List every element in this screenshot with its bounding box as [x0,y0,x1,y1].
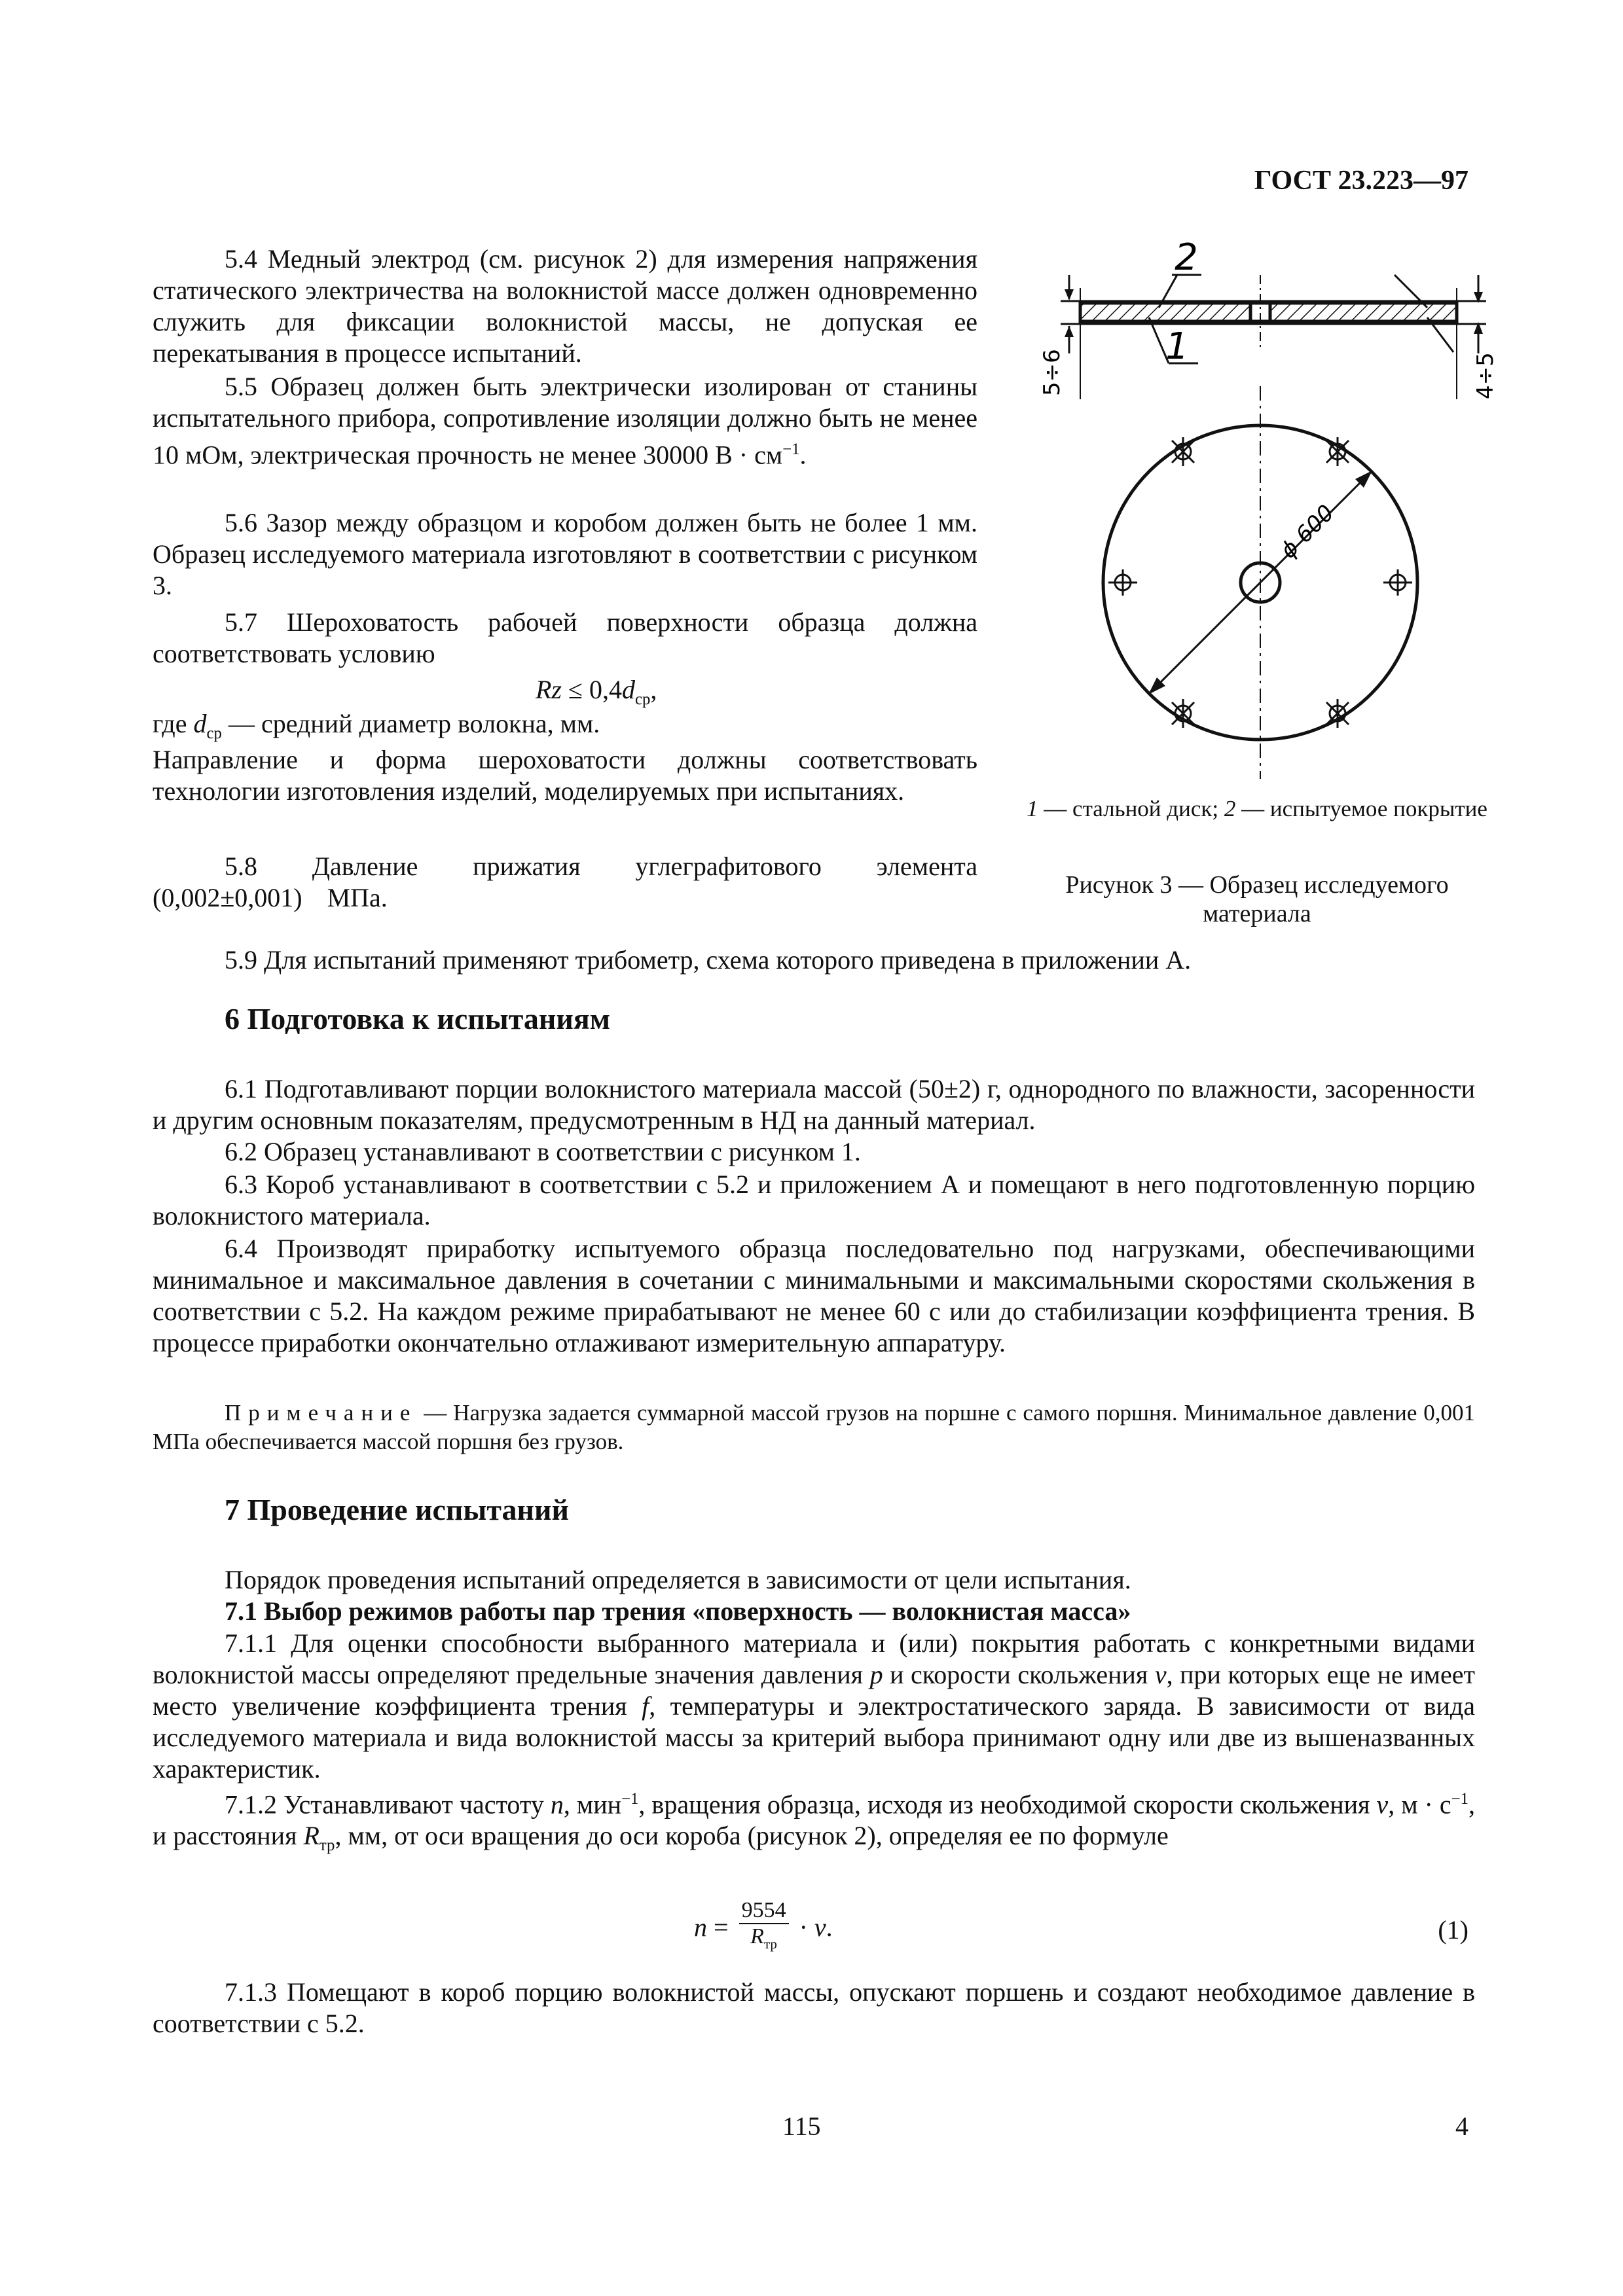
subheading-7-1: 7.1 Выбор режимов работы пар трения «поверхность — волокнистая масса» [225,1596,1131,1626]
para-5-9: 5.9 Для испытаний применяют трибометр, схема которого приведена в приложении А. [225,945,1192,975]
formula-numerator: 9554 [739,1898,789,1924]
formula-period: . [826,1912,833,1942]
formula-fraction [739,1898,789,1956]
formula-denominator: $R_{тр}$ [750,1924,777,1952]
para-5-4: 5.4 Медный электрод (см. рисунок 2) для измерения напряжения статического электричества на волокнистой массе должен одновременно служить для фиксации волокнистой массы, не допуская ее перекатывания в процессе испытаний. [153,244,977,368]
formula-v: v [814,1912,826,1942]
note: Примечание — Нагрузка задается суммарной массой грузов на поршне с самого поршня. Минимальное давление 0,001 МПа обеспечивается массой поршня без грузов. [153,1400,1475,1454]
para-6-3: 6.3 Короб устанавливают в соответствии с 5.2 и приложением А и помещают в него подготовленную порцию волокнистого материала. [153,1170,1475,1230]
figure-caption: Рисунок 3 — Образец исследуемого материала [1065,871,1449,927]
figure-3-drawing [1008,236,1506,805]
dim-right-label: 4÷5 [1472,352,1499,399]
para-7-1-1: 7.1.1 Для оценки способности выбранного материала и (или) покрытия работать с конкретными видами волокнистой массы определяют предельные значения давления p и скорости скольжения v, при которых еще не имеет место увеличение коэффициента трения f, температуры и электростатического заряда. В зависимости от вида исследуемого материала и вида волокнистой массы за критерий выбора принимают одну или две из вышеназванных характеристик. [153,1628,1475,1784]
document-header: ГОСТ 23.223—97 [1254,166,1468,196]
para-6-2: 6.2 Образец устанавливают в соответствии с рисунком 1. [225,1137,861,1166]
para-5-7b: Направление и форма шероховатости должны соответствовать технологии изготовления изделий, моделируемых при испытаниях. [153,745,977,806]
label-2: 2 [1175,236,1198,279]
para-7-1-3: 7.1.3 Помещают в короб порцию волокнистой массы, опускают поршень и создают необходимое давление в соответствии с 5.2. [153,1977,1475,2038]
label-1: 1 [1165,325,1189,368]
para-7-intro: Порядок проведения испытаний определяется в зависимости от цели испытания. [225,1565,1131,1594]
formula-rz: $Rz \le 0,4d_{ср}$, [536,675,657,708]
para-6-4: 6.4 Производят приработку испытуемого образца последовательно под нагрузками, обеспечивающими минимальное и максимальное давления в сочетании с минимальными и максимальными скоростями скольжения в соответствии с 5.2. На каждом режиме прирабатывают не менее 60 с или до стабилизации коэффициента трения. В процессе приработки окончательно отлаживают измерительную аппаратуру. [153,1234,1475,1357]
formula-eq: = [707,1912,735,1942]
section-7-title: 7 Проведение испытаний [225,1493,569,1526]
para-5-6: 5.6 Зазор между образцом и коробом должен быть не более 1 мм. Образец исследуемого материала изготовляют в соответствии с рисунком 3. [153,508,977,600]
page-number-center: 115 [782,2111,821,2141]
page-number-right: 4 [1455,2111,1468,2141]
dim-diameter-label: ϕ 600 [1275,499,1340,564]
formula-n: n [694,1912,707,1942]
plan-view [1103,386,1417,779]
para-7-1-2: 7.1.2 Устанавливают частоту n, мин$^{-1}$, вращения образца, исходя из необходимой скорости скольжения v, $м \cdot с^{-1}$, и расстояния $R_{тр}$, мм, от оси вращения до оси короба (рисунок 2), определяя ее по формуле [153,1789,1476,1855]
section-view [1061,275,1486,399]
section-6-title: 6 Подготовка к испытаниям [225,1002,611,1035]
formula-number: (1) [1438,1915,1468,1945]
para-5-8: 5.8 Давление прижатия углеграфитового элемента (0,002±0,001) МПа. [153,852,977,912]
para-6-1: 6.1 Подготавливают порции волокнистого материала массой (50±2) г, однородного по влажности, засоренности и другим основным показателям, предусмотренным в НД на данный материал. [153,1074,1475,1135]
dim-left-label: 5÷6 [1039,349,1065,396]
formula-1 [694,1898,833,1956]
para-5-7: 5.7 Шероховатость рабочей поверхности образца должна соответствовать условию [153,607,977,668]
formula-dot-op: · [792,1912,814,1942]
figure-legend: 1 — стальной диск; 2 — испытуемое покрытие [1027,796,1487,821]
para-5-5: 5.5 Образец должен быть электрически изолирован от станины испытательного прибора, сопротивление изоляции должно быть не менее 10 мОм, электрическая прочность не менее 30000 $В \cdot см^{-1}$. [153,372,977,470]
where-d: где $d_{ср}$ — средний диаметр волокна, мм. [153,709,600,742]
